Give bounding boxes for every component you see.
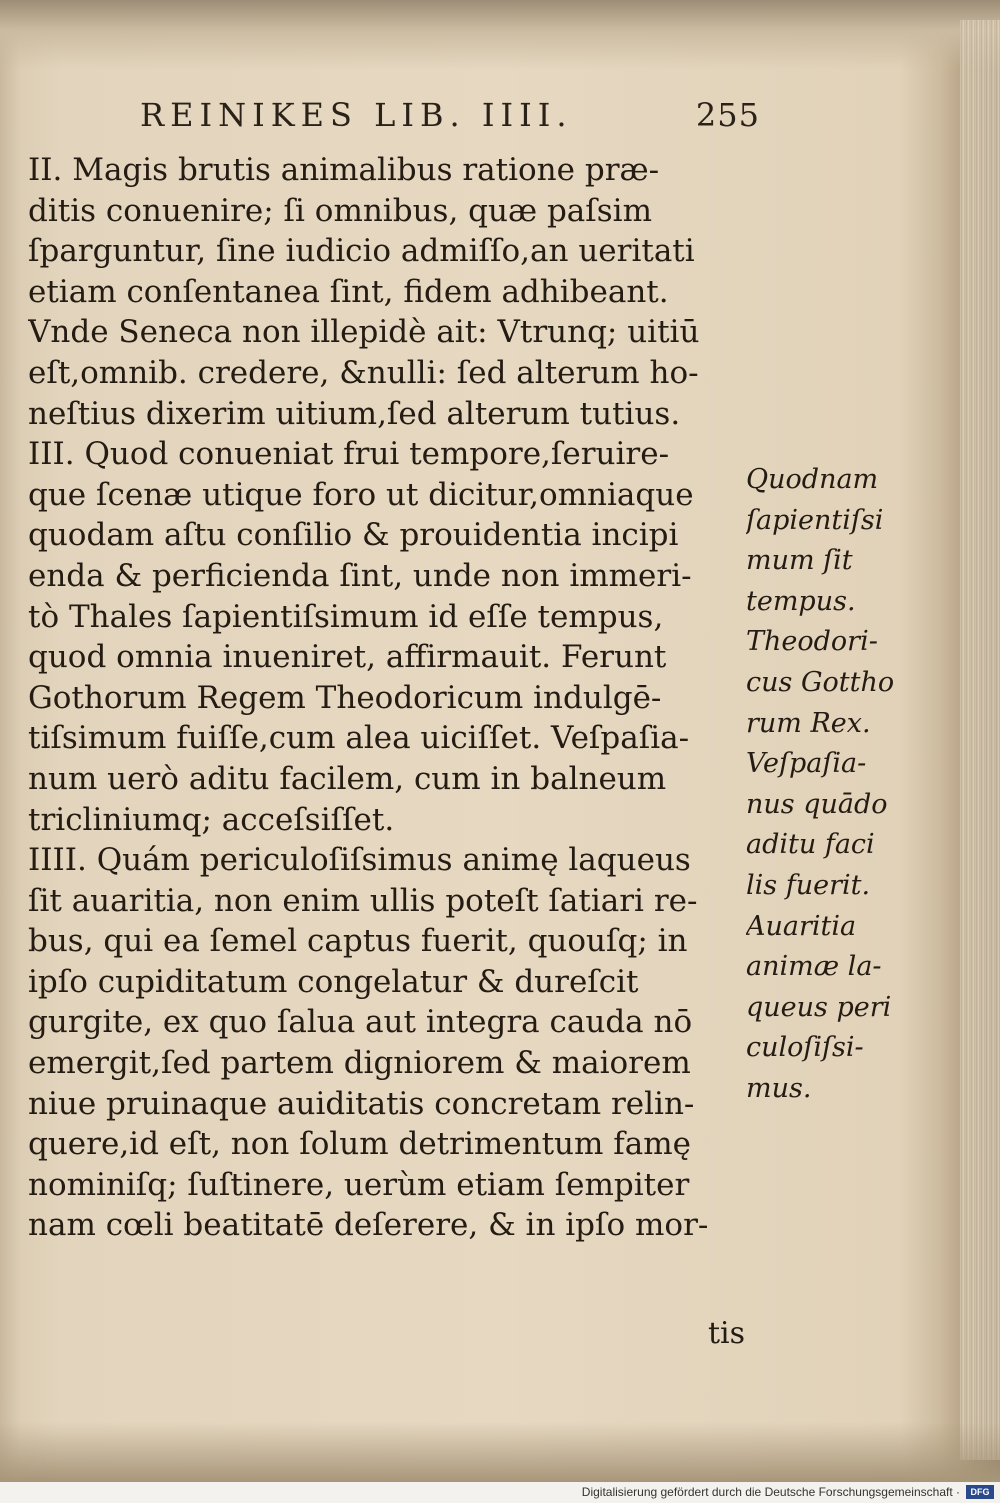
text-line: eſt,omnib. credere, &nulli: ſed alterum ho-	[28, 354, 699, 391]
text-line: que ſcenæ utique foro ut dicitur,omniaque	[28, 476, 694, 513]
margin-note: cus Gottho	[746, 666, 895, 698]
text-line: IIII. Quám periculoſiſsimus animę laqueus	[28, 842, 691, 879]
margin-note: mum ſit	[746, 545, 853, 577]
page-fore-edge	[960, 20, 1000, 1460]
text-line: neſtius dixerim uitium,ſed alterum tutius.	[28, 395, 681, 432]
margin-note: tempus.	[746, 585, 856, 617]
text-line: quere,id eſt, non ſolum detrimentum famę	[28, 1126, 691, 1163]
margin-note: Veſpaſia-	[746, 748, 867, 780]
catchword: tis	[708, 1316, 746, 1351]
page-number: 255	[695, 96, 760, 134]
margin-note: queus peri	[746, 991, 892, 1023]
margin-note: aditu faci	[746, 829, 875, 861]
text-line: nam cœli beatitatē deſerere, & in ipſo mor-	[28, 1207, 709, 1244]
text-line: tò Thales ſapientiſsimum id eſſe tempus,	[28, 598, 664, 635]
text-line: nominiſq; ſuſtinere, uerùm etiam ſempiter	[28, 1166, 690, 1203]
dfg-logo-icon[interactable]: DFG	[966, 1485, 994, 1499]
margin-note: Auaritia	[746, 910, 857, 942]
text-line: enda & perficienda ſint, unde non immeri-	[28, 557, 692, 594]
text-line: num uerò aditu facilem, cum in balneum	[28, 760, 667, 797]
margin-note: ſapientiſsi	[746, 504, 884, 536]
text-line: quodam aſtu conſilio & prouidentia incipi	[28, 517, 679, 554]
margin-note: culoſiſsi-	[746, 1032, 864, 1064]
running-head-title: REINIKES LIB. IIII.	[140, 96, 573, 134]
margin-notes	[746, 460, 896, 1110]
text-line: III. Quod conueniat frui tempore,ſeruire-	[28, 436, 670, 473]
text-line: ipſo cupiditatum congelatur & dureſcit	[28, 963, 639, 1000]
text-line: ſparguntur, ſine iudicio admiſſo,an ueritati	[28, 233, 695, 270]
margin-note: mus.	[746, 1072, 812, 1104]
margin-note: Theodori-	[746, 626, 878, 658]
text-line: bus, qui ea ſemel captus fuerit, quouſq; in	[28, 923, 688, 960]
text-line: II. Magis brutis animalibus ratione præ-	[28, 152, 660, 188]
text-line: niue pruinaque auiditatis concretam relin-	[28, 1085, 695, 1122]
text-line: tiſsimum fuiſſe,cum alea uiciſſet. Veſpaſia-	[28, 720, 690, 757]
margin-note: rum Rex.	[746, 707, 871, 739]
margin-note: Quodnam	[746, 464, 879, 495]
text-line: ditis conuenire; ſi omnibus, quæ paſsim	[28, 192, 652, 229]
margin-note: nus quādo	[746, 788, 888, 820]
text-line: gurgite, ex quo ſalua aut integra cauda nō	[28, 1004, 693, 1041]
text-line: Gothorum Regem Theodoricum indulgē-	[28, 679, 662, 716]
body-text	[28, 150, 746, 1246]
text-line: quod omnia inueniret, affirmauit. Ferunt	[28, 639, 667, 676]
text-line: etiam conſentanea ſint, fidem adhibeant.	[28, 273, 669, 310]
text-line: tricliniumq; acceſsiſſet.	[28, 801, 395, 838]
running-head	[140, 96, 760, 140]
margin-note: animæ la-	[746, 951, 882, 983]
text-line: Vnde Seneca non illepidè ait: Vtrunq; uitiū	[28, 314, 700, 351]
digitization-credit: Digitalisierung gefördert durch die Deutsche Forschungsgemeinschaft ·	[581, 1485, 960, 1499]
text-line: ſit auaritia, non enim ullis poteſt ſatiari re-	[28, 882, 698, 919]
margin-note: lis fuerit.	[746, 869, 871, 901]
text-line: emergit,ſed partem digniorem & maiorem	[28, 1045, 691, 1082]
digitization-credit-bar	[0, 1482, 1000, 1503]
